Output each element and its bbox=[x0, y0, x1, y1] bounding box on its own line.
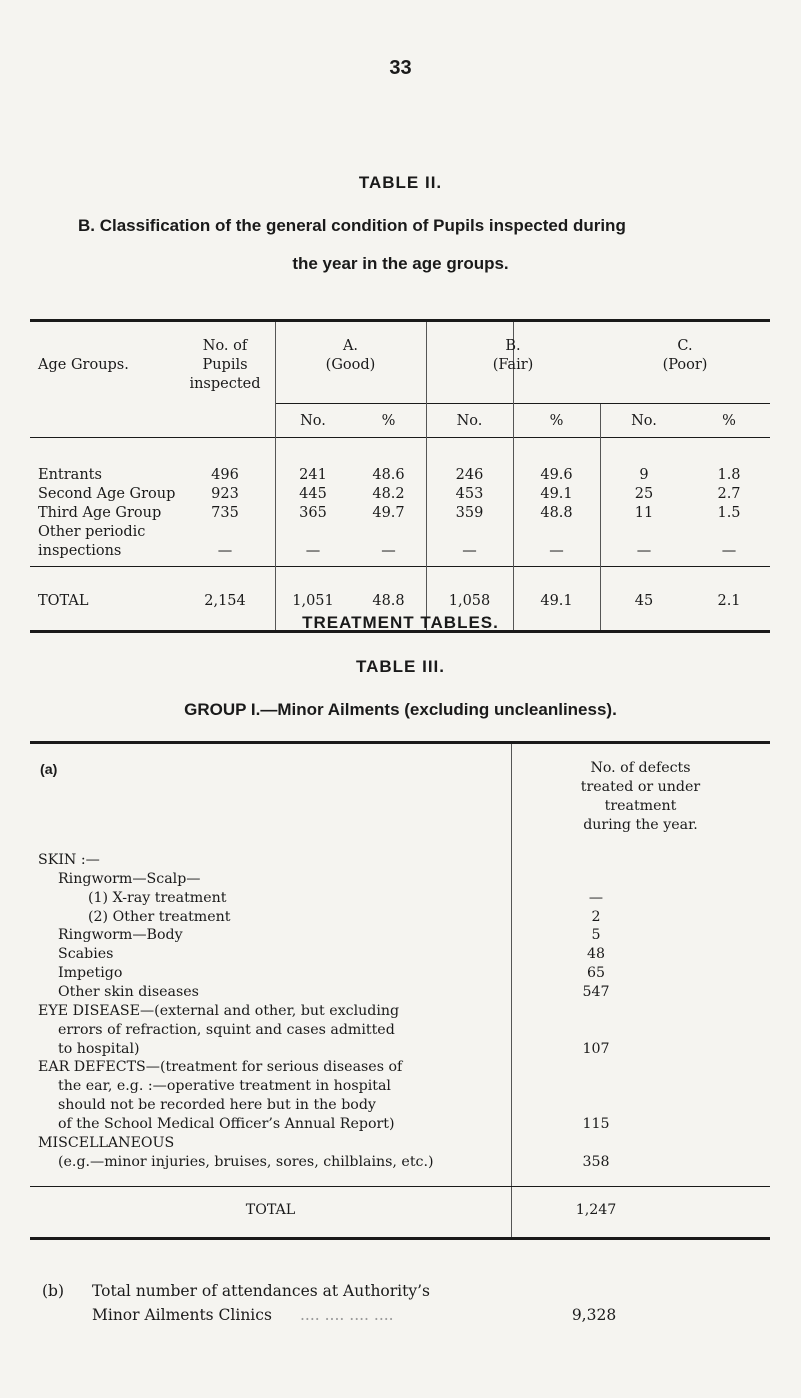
other-skin-label: Other skin diseases bbox=[58, 984, 199, 1000]
cell-a-no: 241 bbox=[299, 467, 327, 483]
miscellaneous-label: (e.g.—minor injuries, bruises, sores, chilblains, etc.) bbox=[58, 1154, 434, 1170]
miscellaneous-value: 358 bbox=[582, 1154, 610, 1170]
row-label: Other periodic bbox=[38, 524, 146, 540]
header-b: (Fair) bbox=[492, 357, 534, 373]
page-number: 33 bbox=[389, 57, 412, 79]
table2-total-rule bbox=[30, 566, 770, 567]
table3-top-rule bbox=[30, 741, 770, 744]
cell-c-pct: 1.8 bbox=[717, 467, 741, 483]
cell-b-no: 1,058 bbox=[448, 593, 491, 609]
cell-b-pct: 49.1 bbox=[540, 593, 573, 609]
cell-c-no: 11 bbox=[634, 505, 654, 521]
cell-pupils: 2,154 bbox=[204, 593, 246, 609]
table2-top-rule bbox=[30, 319, 770, 322]
cell-b-pct: 49.1 bbox=[540, 486, 573, 502]
table2-title: TABLE II. bbox=[358, 173, 443, 192]
header-pupils: No. of bbox=[202, 338, 248, 354]
cell-a-pct: 48.8 bbox=[372, 593, 405, 609]
table3-total-rule bbox=[30, 1186, 770, 1187]
header-no: No. bbox=[456, 413, 483, 429]
total-label: TOTAL bbox=[38, 593, 89, 609]
ear-defects-label: EAR DEFECTS—(treatment for serious diseases of bbox=[38, 1059, 403, 1075]
impetigo-value: 65 bbox=[586, 965, 606, 981]
cell-a-no: — bbox=[305, 543, 321, 559]
ear-defects-label: should not be recorded here but in the body bbox=[58, 1097, 376, 1113]
cell-pupils: 496 bbox=[211, 467, 239, 483]
ringworm-body-value: 5 bbox=[591, 927, 601, 943]
ringworm-body-label: Ringworm—Body bbox=[58, 927, 183, 943]
cell-c-no: 45 bbox=[634, 593, 654, 609]
row-label: Entrants bbox=[38, 467, 102, 483]
header-pct: % bbox=[722, 413, 736, 429]
cell-b-pct: — bbox=[549, 543, 564, 559]
cell-pupils: 923 bbox=[211, 486, 239, 502]
header-c: C. bbox=[677, 338, 693, 354]
treatment-tables-title: TREATMENT TABLES. bbox=[302, 613, 499, 632]
eye-disease-label: to hospital) bbox=[58, 1041, 140, 1057]
group-title: GROUP I.—Minor Ailments (excluding uncleanliness). bbox=[184, 700, 617, 719]
scabies-value: 48 bbox=[586, 946, 606, 962]
eye-disease-value: 107 bbox=[582, 1041, 610, 1057]
table3-vrule bbox=[511, 1187, 512, 1237]
leader-dots: .... .... .... .... bbox=[300, 1306, 394, 1324]
skin-heading: SKIN :— bbox=[38, 852, 100, 868]
impetigo-label: Impetigo bbox=[58, 965, 123, 981]
column-header: during the year. bbox=[583, 817, 698, 833]
column-header: treated or under bbox=[580, 779, 701, 795]
xray-value: — bbox=[588, 890, 604, 906]
header-a: (Good) bbox=[325, 357, 376, 373]
header-pupils: Pupils bbox=[202, 357, 248, 373]
eye-disease-label: errors of refraction, squint and cases admitted bbox=[58, 1022, 395, 1038]
cell-pupils: — bbox=[217, 543, 233, 559]
cell-a-pct: 48.6 bbox=[372, 467, 405, 483]
header-pct: % bbox=[549, 413, 564, 429]
cell-b-no: 359 bbox=[455, 505, 484, 521]
row-label: inspections bbox=[38, 543, 122, 559]
cell-c-pct: 2.1 bbox=[717, 593, 741, 609]
cell-b-pct: 48.8 bbox=[540, 505, 573, 521]
cell-a-pct: 49.7 bbox=[372, 505, 405, 521]
footnote-line1: Total number of attendances at Authority’s bbox=[92, 1282, 430, 1300]
table3-title: TABLE III. bbox=[355, 657, 445, 676]
ear-defects-value: 115 bbox=[582, 1116, 610, 1132]
header-no: No. bbox=[631, 413, 657, 429]
cell-c-pct: 1.5 bbox=[717, 505, 741, 521]
cell-a-no: 445 bbox=[299, 486, 327, 502]
xray-label: (1) X-ray treatment bbox=[88, 890, 227, 906]
ear-defects-label: of the School Medical Officer’s Annual Report) bbox=[58, 1116, 395, 1132]
cell-a-no: 365 bbox=[299, 505, 327, 521]
header-c: (Poor) bbox=[662, 357, 708, 373]
cell-a-pct: 48.2 bbox=[372, 486, 405, 502]
table2-header-rule bbox=[30, 437, 770, 438]
other-skin-value: 547 bbox=[582, 984, 610, 1000]
column-header: treatment bbox=[604, 798, 677, 814]
cell-c-no: — bbox=[636, 543, 652, 559]
cell-b-no: — bbox=[462, 543, 477, 559]
cell-b-no: 453 bbox=[455, 486, 484, 502]
section-a-marker: (a) bbox=[40, 762, 58, 778]
other-treatment-value: 2 bbox=[591, 909, 601, 925]
header-no: No. bbox=[300, 413, 326, 429]
table2-caption-line2: the year in the age groups. bbox=[292, 254, 509, 273]
table2-subheader-rule bbox=[275, 403, 770, 404]
row-label: Third Age Group bbox=[38, 505, 162, 521]
scabies-label: Scabies bbox=[58, 946, 114, 962]
cell-c-pct: 2.7 bbox=[717, 486, 741, 502]
footnote-value: 9,328 bbox=[571, 1306, 617, 1324]
cell-pupils: 735 bbox=[211, 505, 239, 521]
table3-bottom-rule bbox=[30, 1237, 770, 1240]
header-b: B. bbox=[505, 338, 521, 354]
footnote-line2: Minor Ailments Clinics bbox=[92, 1306, 272, 1324]
footnote-marker: (b) bbox=[42, 1282, 65, 1300]
eye-disease-label: EYE DISEASE—(external and other, but excluding bbox=[38, 1003, 400, 1019]
other-treatment-label: (2) Other treatment bbox=[88, 909, 231, 925]
cell-c-pct: — bbox=[721, 543, 737, 559]
cell-a-no: 1,051 bbox=[292, 593, 334, 609]
table2-caption-line1: B. Classification of the general condition of Pupils inspected during bbox=[78, 216, 626, 235]
cell-c-no: 25 bbox=[634, 486, 654, 502]
cell-a-pct: — bbox=[381, 543, 396, 559]
cell-c-no: 9 bbox=[639, 467, 649, 483]
cell-b-no: 246 bbox=[455, 467, 484, 483]
row-label: Second Age Group bbox=[38, 486, 176, 502]
cell-b-pct: 49.6 bbox=[540, 467, 573, 483]
header-pct: % bbox=[381, 413, 396, 429]
column-header: No. of defects bbox=[590, 760, 691, 776]
header-age-groups: Age Groups. bbox=[38, 357, 129, 373]
header-a: A. bbox=[342, 338, 359, 354]
header-pupils: inspected bbox=[189, 376, 261, 392]
total-value: 1,247 bbox=[575, 1202, 617, 1218]
ringworm-scalp-label: Ringworm—Scalp— bbox=[58, 871, 201, 887]
ear-defects-label: the ear, e.g. :—operative treatment in hospital bbox=[58, 1078, 391, 1094]
miscellaneous-label: MISCELLANEOUS bbox=[38, 1135, 175, 1151]
total-label: TOTAL bbox=[245, 1202, 296, 1218]
